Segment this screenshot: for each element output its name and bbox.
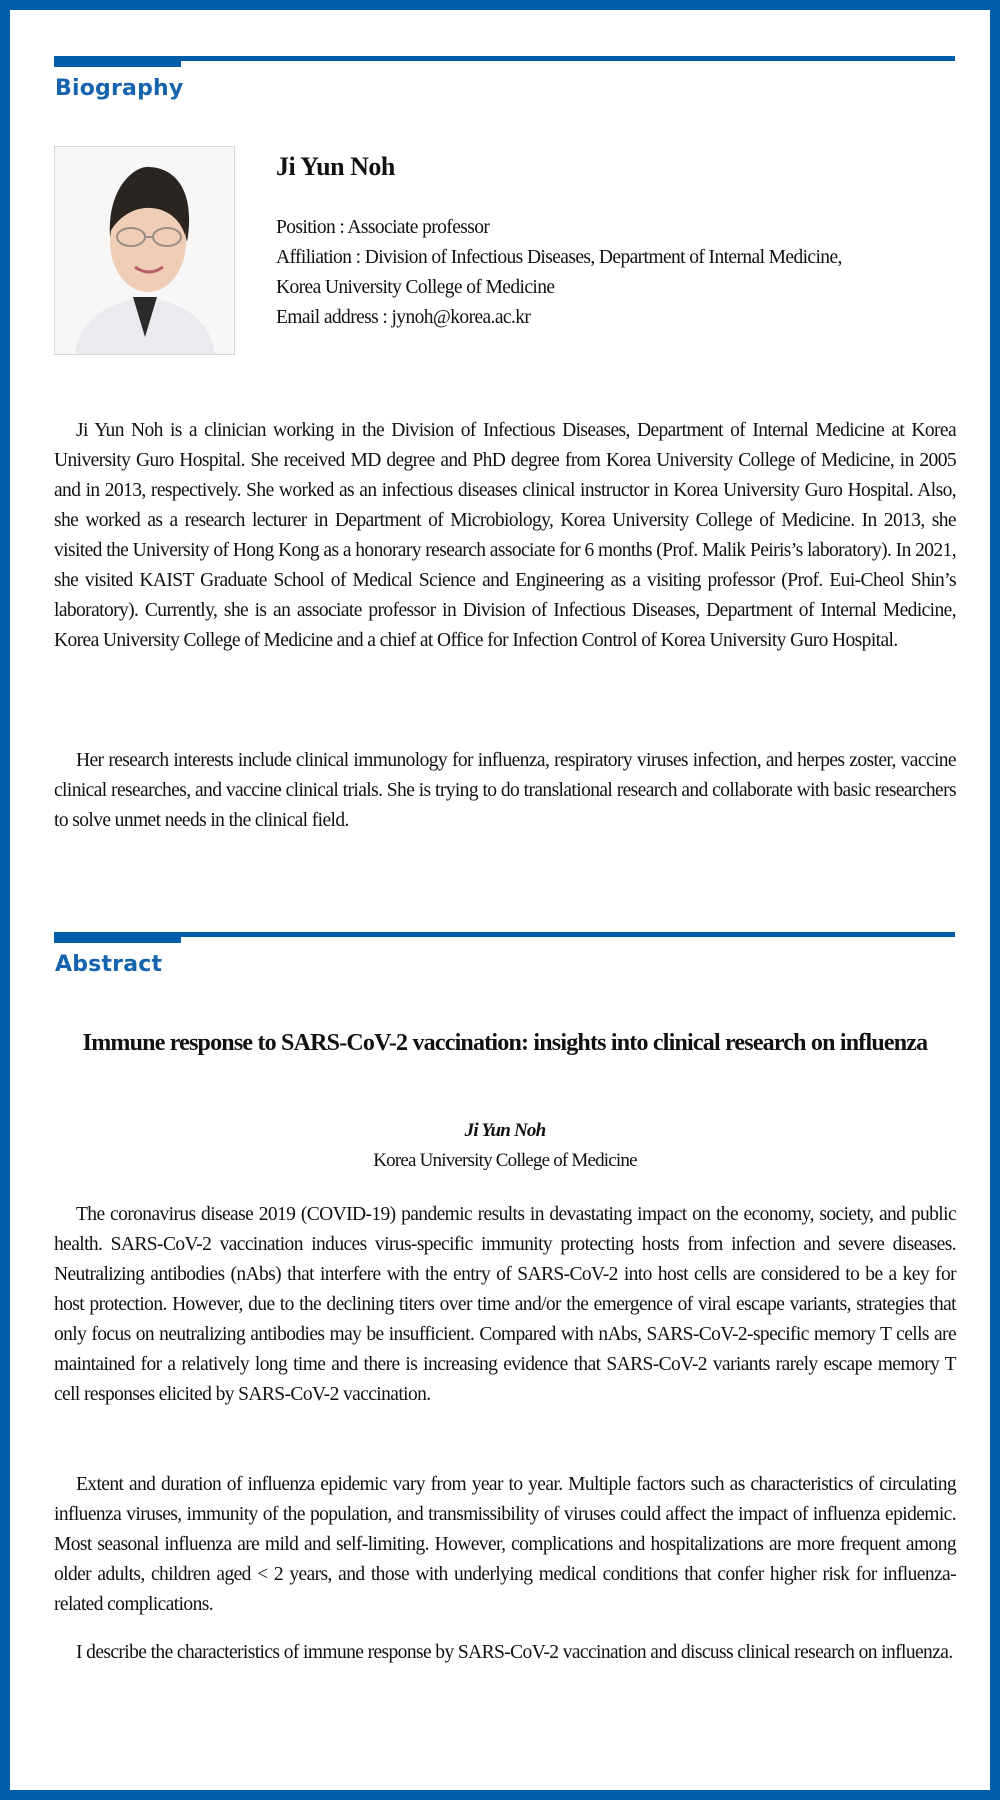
- person-details: [276, 213, 842, 333]
- portrait-icon: [55, 147, 234, 354]
- affiliation-text: Affiliation : Division of Infectious Diseases, Department of Internal Medicine,: [276, 247, 842, 268]
- abstract-paragraph: I describe the characteristics of immune response by SARS-CoV-2 vaccination and discuss clinical research on influenza.: [76, 1642, 953, 1663]
- affiliation-text-cont: Korea University College of Medicine: [276, 277, 555, 298]
- section-rule-tab: [54, 56, 181, 67]
- section-rule-tab: [54, 932, 181, 943]
- email-text: Email address : jynoh@korea.ac.kr: [276, 307, 531, 328]
- document-page: [10, 10, 990, 1790]
- person-name: Ji Yun Noh: [276, 152, 395, 181]
- section-rule: [54, 932, 955, 937]
- abstract-paragraph: Extent and duration of influenza epidemic vary from year to year. Multiple factors such as characteristics of circulating influenza viruses, immunity of the population, and transmissibility of viruses could affect the impact of influenza epidemic. Most seasonal influenza are mild and self-limiting. However, complications and hospitalizations are more frequent among older adults, children aged < 2 years, and those with underlying medical conditions that confer higher risk for influenza-related complications.: [54, 1474, 956, 1615]
- abstract-paragraph: The coronavirus disease 2019 (COVID-19) pandemic results in devastating impact on the economy, society, and public health. SARS-CoV-2 vaccination induces virus-specific immunity protecting hosts from infection and severe diseases. Neutralizing antibodies (nAbs) that interfere with the entry of SARS-CoV-2 into host cells are considered to be a key for host protection. However, due to the declining titers over time and/or the emergence of viral escape variants, strategies that only focus on neutralizing antibodies may be insufficient. Compared with nAbs, SARS-CoV-2-specific memory T cells are maintained for a relatively long time and there is increasing evidence that SARS-CoV-2 variants rarely escape memory T cell responses elicited by SARS-CoV-2 vaccination.: [54, 1204, 956, 1405]
- section-rule: [54, 56, 955, 61]
- biography-paragraph: Her research interests include clinical immunology for influenza, respiratory viruses infection, and herpes zoster, vaccine clinical researches, and vaccine clinical trials. She is trying to do translational research and collaborate with basic researchers to solve unmet needs in the clinical field.: [54, 750, 956, 831]
- abstract-heading: Abstract: [55, 952, 163, 977]
- abstract-affiliation: Korea University College of Medicine: [373, 1150, 637, 1171]
- biography-heading: Biography: [55, 76, 184, 101]
- biography-paragraph: Ji Yun Noh is a clinician working in the Division of Infectious Diseases, Department of Internal Medicine at Korea University Guro Hospital. She received MD degree and PhD degree from Korea University College of Medicine, in 2005 and in 2013, respectively. She worked as an infectious diseases clinical instructor in Korea University Guro Hospital. Also, she worked as a research lecturer in Department of Microbiology, Korea University College of Medicine. In 2013, she visited the University of Hong Kong as a honorary research associate for 6 months (Prof. Malik Peiris’s laboratory). In 2021, she visited KAIST Graduate School of Medical Science and Engineering as a visiting professor (Prof. Eui-Cheol Shin’s laboratory). Currently, she is an associate professor in Division of Infectious Diseases, Department of Internal Medicine, Korea University College of Medicine and a chief at Office for Infection Control of Korea University Guro Hospital.: [54, 420, 956, 651]
- position-text: Position : Associate professor: [276, 217, 490, 238]
- abstract-author: Ji Yun Noh: [464, 1120, 546, 1141]
- profile-photo: [54, 146, 235, 355]
- abstract-title: Immune response to SARS-CoV-2 vaccination: insights into clinical research on influenza: [82, 1030, 928, 1056]
